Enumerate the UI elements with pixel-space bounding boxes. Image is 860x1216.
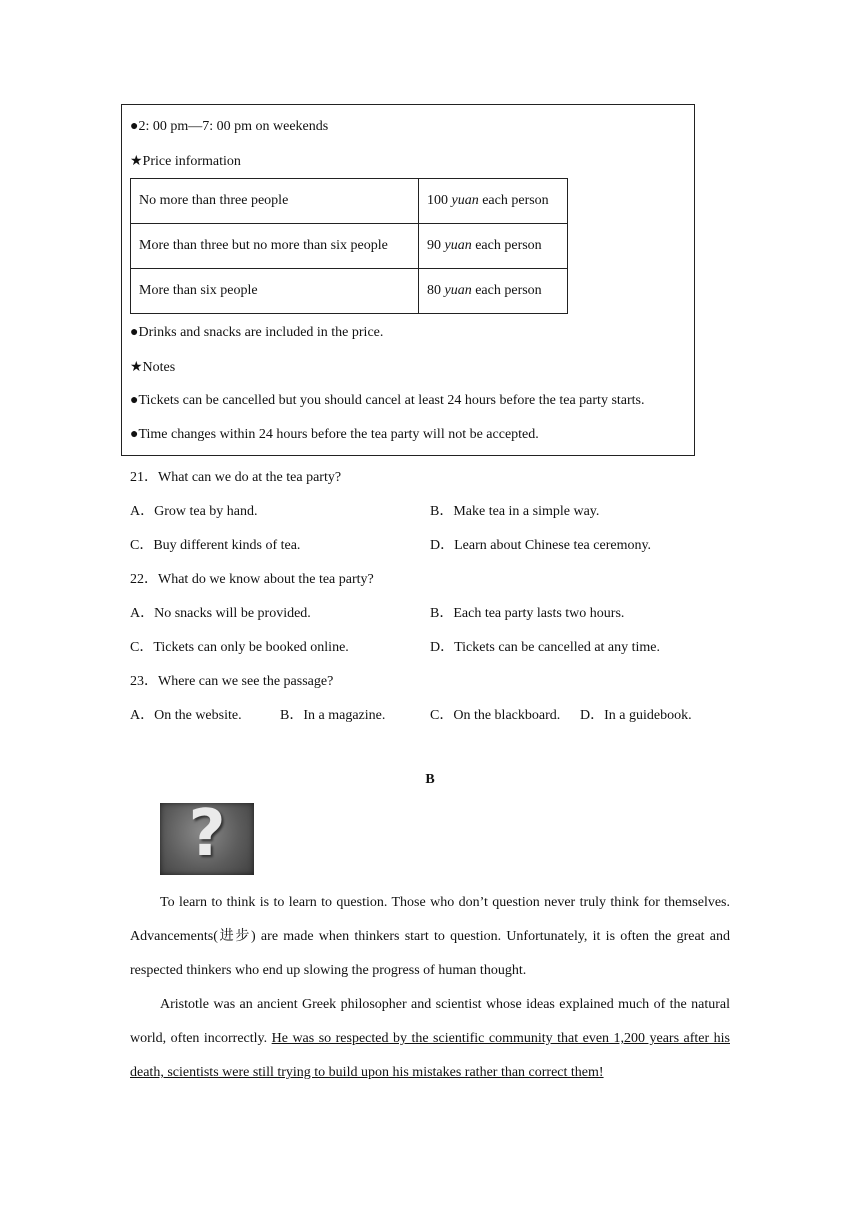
- time-line: ●2: 00 pm—7: 00 pm on weekends: [130, 119, 329, 134]
- table-row: [131, 269, 568, 314]
- paragraph-2: Aristotle was an ancient Greek philosopher and scientist whose ideas explained much of the natural world, often incorrectly. He was so respected by the scientific community that even 1,200 years after his death, scientists were still trying to build upon his mistakes rather than correct them!: [130, 997, 730, 1080]
- section-label: B: [425, 772, 435, 787]
- q21-option-c: C．Buy different kinds of tea.: [130, 538, 301, 553]
- note-2: ●Time changes within 24 hours before the tea party will not be accepted.: [130, 427, 539, 442]
- q23-option-a: A．On the website.: [130, 708, 242, 723]
- q21-option-d: D．Learn about Chinese tea ceremony.: [430, 538, 652, 553]
- notes-heading: ★Notes: [130, 360, 176, 375]
- q22-option-a: A．No snacks will be provided.: [130, 606, 311, 621]
- q21-option-a: A．Grow tea by hand.: [130, 504, 258, 519]
- q23-option-b: B．In a magazine.: [280, 708, 386, 723]
- price-cell: 100 yuan each person: [419, 179, 568, 224]
- underlined-sentence: He was so respected by the scientific community that even 1,200 years after his death, scientists were still trying to build upon his mistakes rather than correct them!: [130, 1031, 730, 1080]
- q23-option-d: D．In a guidebook.: [580, 708, 692, 723]
- q22-option-b: B．Each tea party lasts two hours.: [430, 606, 625, 621]
- group-cell: More than three but no more than six people: [131, 224, 419, 269]
- price-cell: 80 yuan each person: [419, 269, 568, 314]
- q21-option-b: B．Make tea in a simple way.: [430, 504, 600, 519]
- price-cell: 90 yuan each person: [419, 224, 568, 269]
- note-1: ●Tickets can be cancelled but you should cancel at least 24 hours before the tea party starts.: [130, 393, 645, 408]
- price-heading: ★Price information: [130, 154, 241, 169]
- table-row: [131, 224, 568, 269]
- question-mark-image: [160, 797, 254, 875]
- group-cell: More than six people: [131, 269, 419, 314]
- question-22-stem: 22．What do we know about the tea party?: [130, 572, 374, 587]
- question-21-stem: 21．What can we do at the tea party?: [130, 470, 342, 485]
- q23-option-c: C．On the blackboard.: [430, 708, 561, 723]
- q22-option-d: D．Tickets can be cancelled at any time.: [430, 640, 661, 655]
- table-row: [131, 179, 568, 224]
- drinks-line: ●Drinks and snacks are included in the price.: [130, 325, 384, 340]
- paragraph-1: To learn to think is to learn to question. Those who don’t question never truly think for themselves. Advancements(进步) are made when thinkers start to question. Unfortunately, it is often the great and respected thinkers who end up slowing the progress of human thought.: [130, 895, 730, 978]
- price-table: [130, 178, 568, 314]
- group-cell: No more than three people: [131, 179, 419, 224]
- question-mark-icon: ?: [188, 797, 226, 871]
- question-23-stem: 23．Where can we see the passage?: [130, 674, 334, 689]
- q22-option-c: C．Tickets can only be booked online.: [130, 640, 349, 655]
